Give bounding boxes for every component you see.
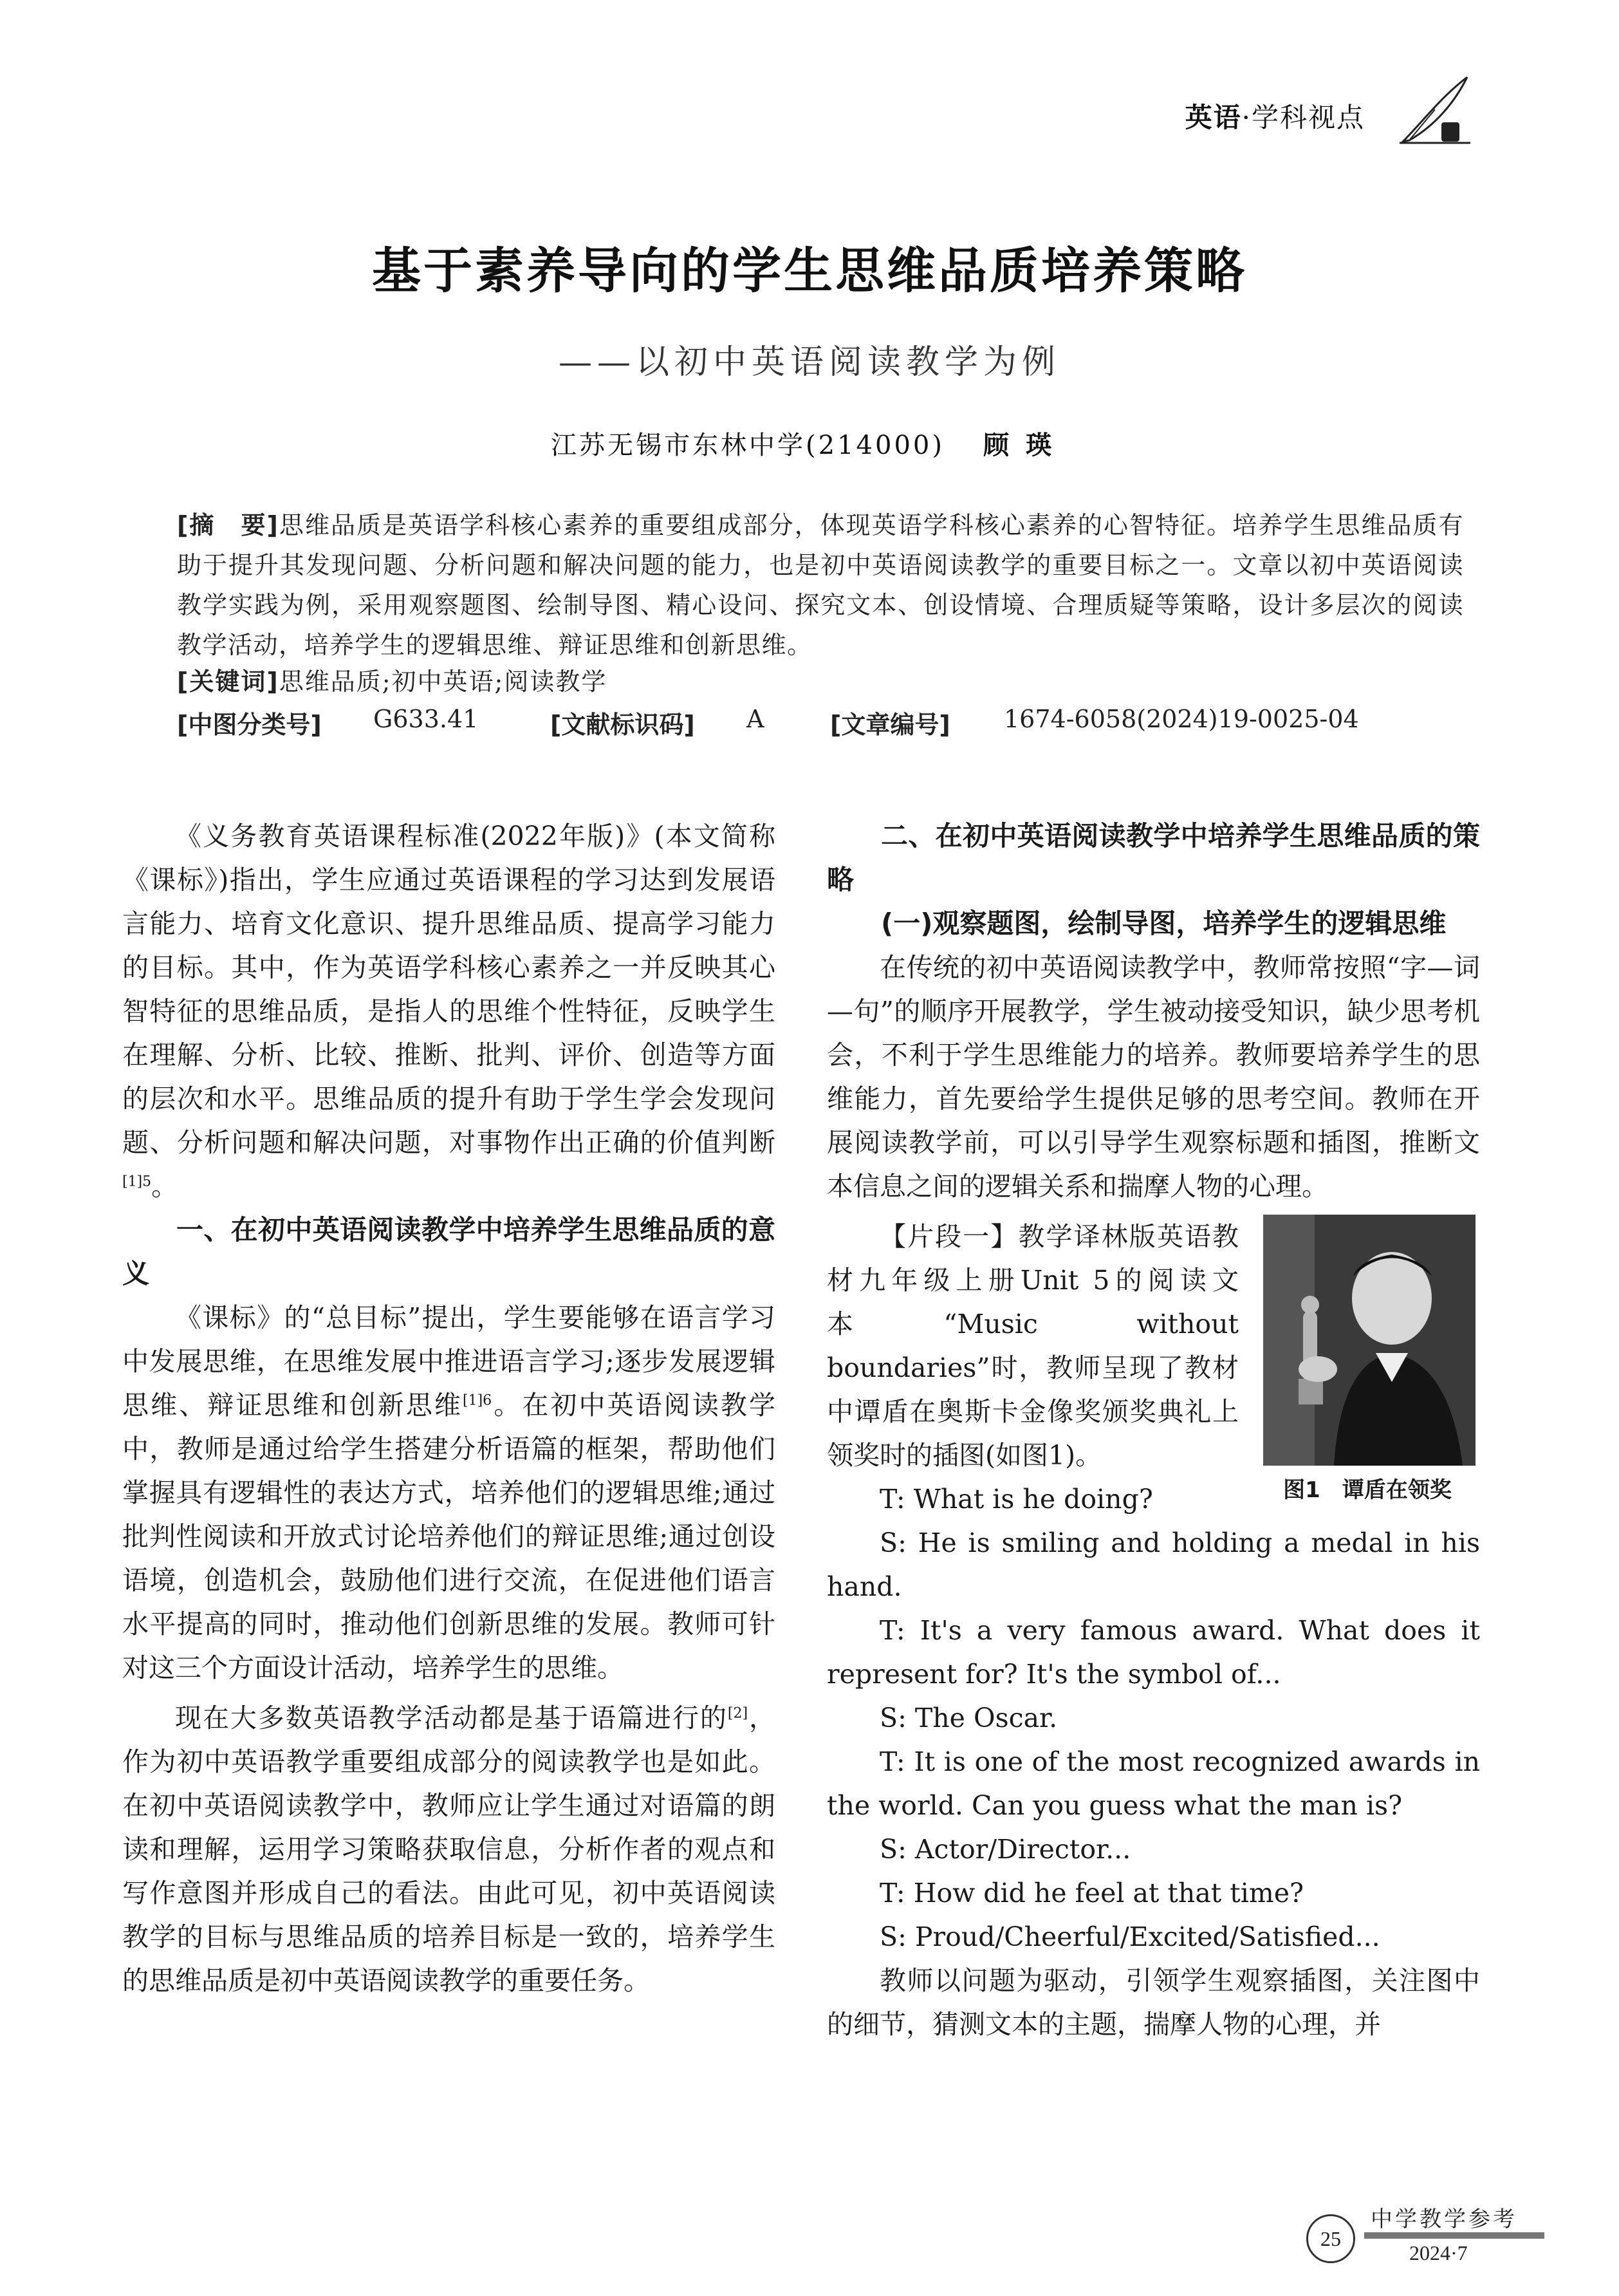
abstract-text: 思维品质是英语学科核心素养的重要组成部分，体现英语学科核心素养的心智特征。培养学生思维品质有助于提升其发现问题、分析问题和解决问题的能力，也是初中英语阅读教学的重要目标之一。文章以初中英语阅读教学实践为例，采用观察题图、绘制导图、精心设问、探究文本、创设情境、合理质疑等策略，设计多层次的阅读教学活动，培养学生的逻辑思维、辩证思维和创新思维。 [177, 511, 1464, 659]
section-subject: 英语 [1185, 102, 1242, 133]
figure-1 [1245, 1215, 1490, 1503]
abstract [177, 505, 1464, 665]
dialogue-line: S: Actor/Director... [880, 1834, 1131, 1865]
quill-pen-icon [1396, 71, 1474, 148]
article-number-value: 1674-6058(2024)19-0025-04 [1004, 705, 1359, 733]
page-number: 25 [1306, 2214, 1355, 2263]
author-name: 顾瑛 [983, 431, 1068, 460]
article-number-label: [文章编号] [830, 711, 950, 739]
citation: [2] [727, 1705, 748, 1722]
article-subtitle: ——以初中英语阅读教学为例 [558, 343, 1060, 382]
paragraph: 《义务教育英语课程标准(2022年版)》(本文简称《课标》)指出，学生应通过英语课程的学习达到发展语言能力、培育文化意识、提升思维品质、提高学习能力的目标。其中，作为英语学科核心素养之一并反映其心智特征的思维品质，是指人的思维个性特征，反映学生在理解、分析、比较、推断、批判、评价、创造等方面的层次和水平。思维品质的提升有助于学生学会发现问题、分析问题和解决问题，对事物作出正确的价值判断$^{[1]5}$。 [122, 821, 775, 1202]
clc-value: G633.41 [373, 705, 479, 733]
citation: [1]5 [122, 1173, 152, 1190]
figure-photo [1263, 1215, 1476, 1466]
paragraph: 教师以问题为驱动，引领学生观察插图，关注图中的细节，猜测文本的主题，揣摩人物的心理，并 [827, 1965, 1480, 2040]
figure-caption: 图1 谭盾在领奖 [1283, 1477, 1452, 1503]
page-footer [1306, 2201, 1551, 2272]
fragment-paragraph: 【片段一】教学译林版英语教材九年级上册Unit 5的阅读文本“Music without boundaries”时，教师呈现了教材中谭盾在奥斯卡金像奖颁奖典礼上领奖时的插图(如图1)。 [827, 1221, 1239, 1471]
clc-label: [中图分类号] [177, 711, 322, 739]
dialogue-line: S: He is smiling and holding a medal in his hand. [827, 1527, 1480, 1602]
dialogue-line: T: It is one of the most recognized awards in the world. Can you guess what the man is? [827, 1746, 1480, 1821]
issue-date: 2024·7 [1409, 2241, 1468, 2264]
citation: [1]6 [463, 1392, 492, 1409]
affiliation: 江苏无锡市东林中学(214000) [551, 431, 945, 460]
subsection-heading: (一)观察题图，绘制导图，培养学生的逻辑思维 [881, 908, 1447, 939]
article-title: 基于素养导向的学生思维品质培养策略 [372, 242, 1247, 299]
paragraph: 《课标》的“总目标”提出，学生要能够在语言学习中发展思维，在思维发展中推进语言学习;逐步发展逻辑思维、辩证思维和创新思维$^{[1]6}$。在初中英语阅读教学中，教师是通过给学生搭建分析语篇的框架，帮助他们掌握具有逻辑性的表达方式，培养他们的逻辑思维;通过批判性阅读和开放式讨论培养他们的辩证思维;通过创设语境，创造机会，鼓励他们进行交流，在促进他们语言水平提高的同时，推动他们创新思维的发展。教师可针对这三个方面设计活动，培养学生的思维。 [122, 1302, 776, 1683]
keywords-label: [关键词] [177, 667, 279, 696]
footer-bar [1364, 2232, 1544, 2239]
section-tag [1185, 97, 1365, 135]
dialogue-line: S: The Oscar. [880, 1703, 1058, 1733]
paragraph: 现在大多数英语教学活动都是基于语篇进行的[2]，作为初中英语教学重要组成部分的阅读教学也是如此。在初中英语阅读教学中，教师应让学生通过对语篇的朗读和理解，运用学习策略获取信息，分析作者的观点和写作意图并形成自己的看法。由此可见，初中英语阅读教学的目标与思维品质的培养目标是一致的，培养学生的思维品质是初中英语阅读教学的重要任务。 [122, 1703, 776, 1996]
author-line [0, 425, 1619, 462]
dialogue-line: T: How did he feel at that time? [880, 1878, 1304, 1909]
right-column [827, 814, 1480, 2046]
section-name: ·学科视点 [1241, 102, 1365, 133]
dialogue-line: T: What is he doing? [880, 1484, 1153, 1515]
dialogue-line: T: It's a very famous award. What does it represent for? It's the symbol of... [827, 1615, 1480, 1690]
paragraph: 在传统的初中英语阅读教学中，教师常按照“字—词—句”的顺序开展教学，学生被动接受知识，缺少思考机会，不利于学生思维能力的培养。教师要培养学生的思维能力，首先要给学生提供足够的思考空间。教师在开展阅读教学前，可以引导学生观察标题和插图，推断文本信息之间的逻辑关系和揣摩人物的心理。 [827, 952, 1480, 1202]
doc-code-value: A [746, 705, 764, 733]
dialogue-line: S: Proud/Cheerful/Excited/Satisfied... [880, 1921, 1380, 1952]
section-heading-2: 二、在初中英语阅读教学中培养学生思维品质的策略 [827, 820, 1480, 895]
abstract-label: [摘 要] [177, 511, 279, 539]
section-heading-1: 一、在初中英语阅读教学中培养学生思维品质的意义 [122, 1214, 775, 1289]
keywords-text: 思维品质;初中英语;阅读教学 [279, 667, 607, 696]
keywords [177, 662, 607, 697]
journal-name: 中学教学参考 [1371, 2207, 1517, 2232]
doc-code-label: [文献标识码] [550, 711, 695, 739]
left-column [122, 814, 775, 2002]
